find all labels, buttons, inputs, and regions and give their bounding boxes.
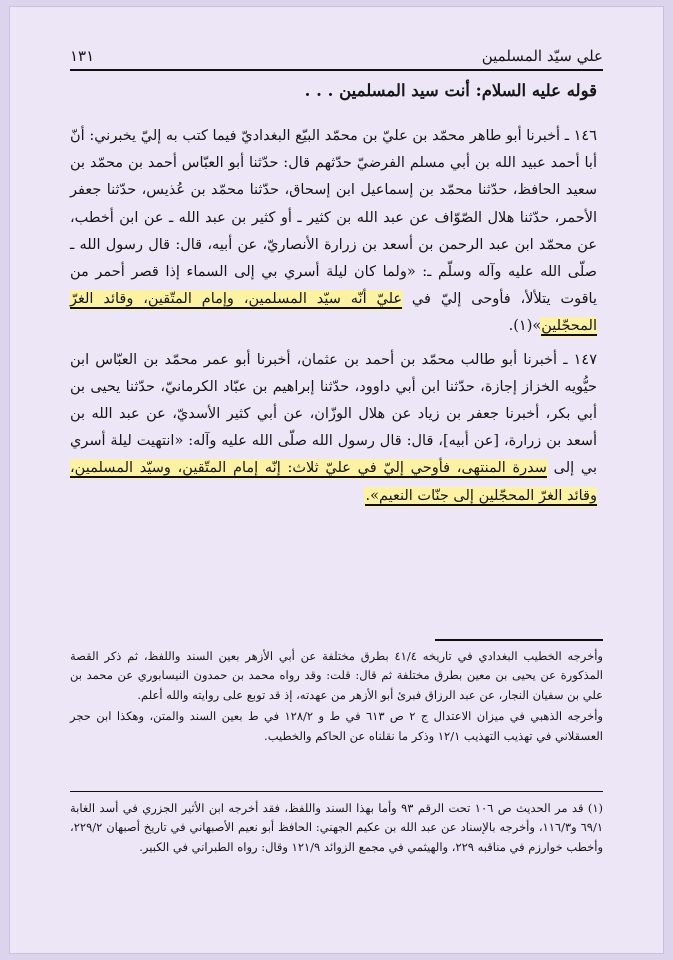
main-text [70, 123, 597, 516]
footnote-separator [70, 791, 603, 792]
book-page [9, 6, 664, 954]
section-heading: قوله عليه السلام: أنت سيد المسلمين . . . [304, 81, 597, 100]
footnote: (١) قد مر الحديث ص ١٠٦ تحت الرقم ٩٣ وأما بهذا السند واللفظ، فقد أخرجه ابن الأثير الجزري في أسد الغابة ٦٩/١ و١١٦/٣، وأخرجه بالإسناد عن عبد الله بن عكيم الجهني: الحافظ أبو نعيم الأصبهاني في تاريخ أصبهان ٢٢٩/٢، وأخطب خوارزم في مناقبه ٢٢٩، والهيثمي في مجمع الزوائد ١٢١/٩ وقال: رواه الطبراني في الكبير. [70, 801, 604, 854]
hadith-147-highlight: سدرة المنتهى، فأوحي إليّ في عليّ ثلاث: إنّه إمام المتّقين، وسيّد المسلمين، وقائد الغرّ المحجّلين إلى جنّات النعيم». [70, 460, 597, 504]
header-rule [70, 69, 603, 71]
hadith-146-tail: »(١). [508, 318, 542, 335]
hadith-146 [70, 123, 597, 341]
running-header [70, 37, 603, 65]
notes-separator [435, 639, 603, 641]
header-title: علي سيّد المسلمين [481, 47, 603, 65]
notes-block [70, 647, 603, 748]
hadith-146-highlight: عليّ أنّه سيّد المسلمين، وإمام المتّقين، وقائد الغرّ المحجّلين [70, 291, 597, 335]
hadith-147-text: ١٤٧ ـ أخبرنا أبو طالب محمّد بن أحمد بن عثمان، أخبرنا أبو عمر محمّد بن العبّاس ابن حيُّويه الخزاز إجازة، حدّثنا ابن أبي داوود، حدّثنا إبراهيم بن عبّاد الكرمانيّ، حدّثنا يحيى بن أبي بكر، أخبرنا جعفر بن زياد عن هلال الوزّان، عن أبي كثير الأسديّ، عن عبد الله بن أسعد بن زرارة، [عن أبيه]، قال: قال رسول الله صلّى الله عليه وآله: «انتهيت ليلة أسري بي إلى [70, 351, 597, 477]
note-paragraph: وأخرجه الخطيب البغدادي في تاريخه ٤١/٤ بطرق مختلفة عن أبي الأزهر بعين السند واللفظ، ثم ذكر القصة المذكورة عن يحيى بن معين بطرق مختلفة ثم قال: قلت: وقد رواه محمد بن حمدون النيسابوري عن محمد بن علي بن سفيان النجار، عن عبد الرزاق فبرئ أبو الأزهر من عهدته، إذ قد توبع على روايته والله أعلم. [70, 649, 603, 702]
page-number: ١٣١ [70, 47, 95, 65]
hadith-147 [70, 347, 597, 510]
hadith-146-text: ١٤٦ ـ أخبرنا أبو طاهر محمّد بن عليّ بن محمّد البيّع البغداديّ فيما كتب به إليّ يخبرني: أنّ أبا أحمد عبيد الله بن أبي مسلم الفرضيّ حدّثهم قال: حدّثنا أبو العبّاس أحمد بن محمّد بن سعيد الحافظ، حدّثنا محمّد بن إسماعيل ابن إسحاق، حدّثنا محمّد بن عُذيس، حدّثنا جعفر الأحمر، حدّثنا هلال الصّوّاف عن عبد الله بن كثير ـ أو كثير بن عبد الله ـ عن ابن أخطب، عن محمّد ابن عبد الرحمن بن أسعد بن زرارة الأنصاريّ، عن أبيه، قال: قال رسول الله ـ صلّى الله عليه وآله وسلّم ـ: «ولما كان ليلة أسري بي إلى السماء إذا قصر أحمر من ياقوت يتلألأ، فأوحى إليّ في [70, 128, 597, 308]
note-paragraph: وأخرجه الذهبي في ميزان الاعتدال ج ٢ ص ٦١٣ في ط و ١٢٨/٢ في ط بعين السند والمتن، وهكذا ابن حجر العسقلاني في تهذيب التهذيب ١٢/١ وذكر ما نقلناه عن الحاكم والخطيب. [70, 709, 603, 743]
